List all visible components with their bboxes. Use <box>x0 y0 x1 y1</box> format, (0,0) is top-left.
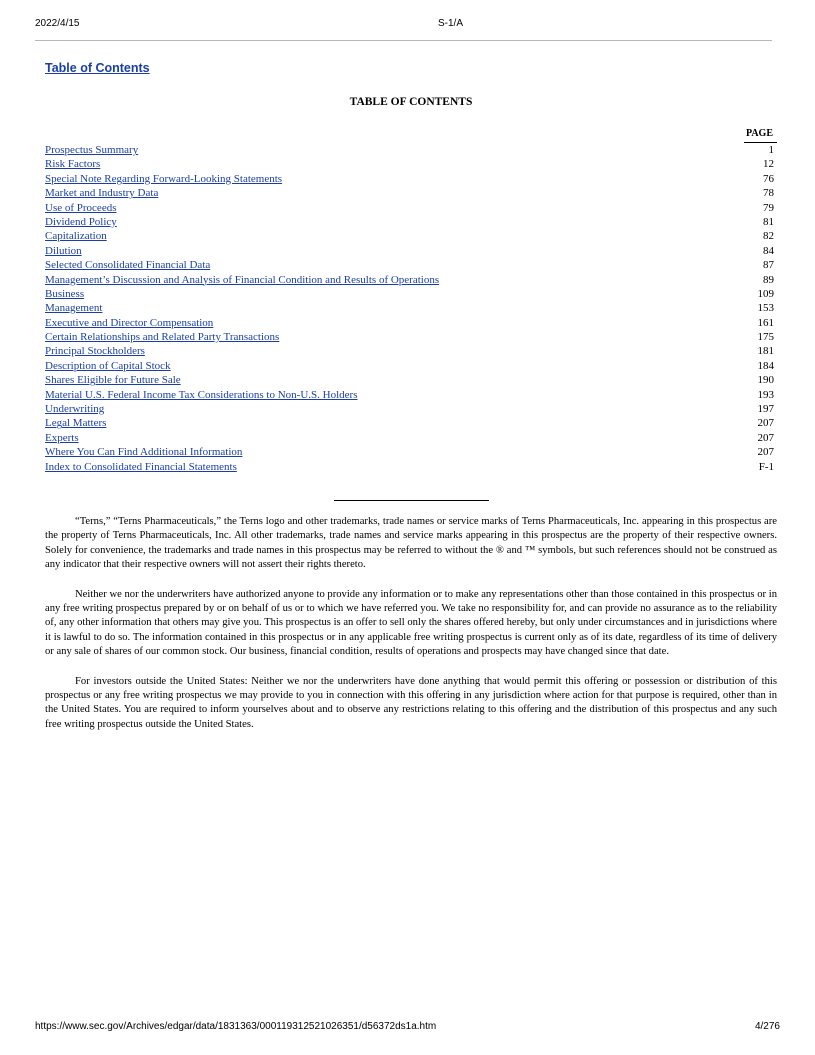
toc-row <box>45 445 777 459</box>
toc-entry-page: 79 <box>763 201 774 214</box>
toc-heading: TABLE OF CONTENTS <box>349 96 473 108</box>
source-url: https://www.sec.gov/Archives/edgar/data/1831363/000119312521026351/d56372ds1a.htm <box>35 1021 437 1032</box>
toc-row <box>45 201 777 215</box>
toc-entry-link[interactable]: Use of Proceeds <box>45 201 117 214</box>
table-of-contents-link[interactable]: Table of Contents <box>45 61 150 75</box>
toc-entry-link[interactable]: Management <box>45 302 103 315</box>
toc-entry-link[interactable]: Business <box>45 287 85 300</box>
toc-row <box>45 316 777 330</box>
toc-entry-link[interactable]: Risk Factors <box>45 158 101 171</box>
toc-row <box>45 273 777 287</box>
toc-entry-page: 153 <box>757 302 774 315</box>
toc-entry-link[interactable]: Capitalization <box>45 230 107 243</box>
print-date: 2022/4/15 <box>35 18 80 29</box>
toc-row <box>45 172 777 186</box>
toc-row <box>45 373 777 387</box>
toc-row <box>45 157 777 171</box>
toc-entry-link[interactable]: Principal Stockholders <box>45 345 145 358</box>
toc-entry-link[interactable]: Underwriting <box>45 403 105 416</box>
toc-entry-link[interactable]: Legal Matters <box>45 417 107 430</box>
toc-row <box>45 215 777 229</box>
toc-row <box>45 258 777 272</box>
toc-entry-link[interactable]: Experts <box>45 431 79 444</box>
toc-row <box>45 287 777 301</box>
toc-row <box>45 388 777 402</box>
toc-entry-link[interactable]: Certain Relationships and Related Party Transactions <box>45 331 280 344</box>
section-divider <box>334 500 489 501</box>
toc-entry-page: 161 <box>757 316 774 329</box>
body-text <box>45 515 777 747</box>
toc-entry-page: 78 <box>763 187 774 200</box>
toc-entry-page: 84 <box>763 244 774 257</box>
toc-row <box>45 359 777 373</box>
authorization-paragraph: Neither we nor the underwriters have authorized anyone to provide any information or to make any representations other than those contained in this prospectus or in any free writing prospectus prepared by or on behalf of us or to which we have referred you. We take no responsibility for, and can provide no assurance as to the reliability of, any other information that others may give you. This prospectus is an offer to sell only the shares offered hereby, but only under circumstances and in jurisdictions where it is lawful to do so. The information contained in this prospectus or in any applicable free writing prospectus is current only as of its date, regardless of its time of delivery or any sale of shares of our common stock. Our business, financial condition, results of operations and prospects may have changed since that date. <box>45 588 777 658</box>
page-column-label: PAGE <box>745 128 773 139</box>
toc-row <box>45 416 777 430</box>
toc-rows <box>45 143 777 474</box>
toc-row <box>45 143 777 157</box>
form-type: S-1/A <box>438 18 464 29</box>
toc-row <box>45 330 777 344</box>
toc-row <box>45 460 777 474</box>
toc-entry-page: 181 <box>757 345 774 358</box>
toc-entry-page: 175 <box>757 331 774 344</box>
toc-entry-link[interactable]: Shares Eligible for Future Sale <box>45 374 181 387</box>
toc-entry-link[interactable]: Where You Can Find Additional Information <box>45 446 243 459</box>
toc-entry-link[interactable]: Market and Industry Data <box>45 187 159 200</box>
toc-entry-link[interactable]: Executive and Director Compensation <box>45 316 214 329</box>
toc-entry-page: 207 <box>757 431 774 444</box>
toc-row <box>45 344 777 358</box>
foreign-investors-paragraph: For investors outside the United States: Neither we nor the underwriters have done anything that would permit this offering or possession or distribution of this prospectus or any free writing prospectus we may provide to you in connection with this offering in any jurisdiction where action for that purpose is required, other than in the United States. You are required to inform yourselves about and to observe any restrictions relating to this offering and the distribution of this prospectus and any such free writing prospectus outside the United States. <box>45 675 777 730</box>
toc-entry-link[interactable]: Description of Capital Stock <box>45 359 171 372</box>
toc-entry-page: F-1 <box>758 460 774 473</box>
toc-entry-page: 1 <box>768 144 774 156</box>
toc-entry-page: 197 <box>757 403 774 416</box>
toc-entry-page: 109 <box>757 287 774 300</box>
toc-row <box>45 186 777 200</box>
trademark-paragraph: “Terns,” “Terns Pharmaceuticals,” the Terns logo and other trademarks, trade names or service marks of Terns Pharmaceuticals, Inc. appearing in this prospectus are the property of Terns Pharmaceuticals, Inc. All other trademarks, trade names and service marks appearing in this prospectus are the property of their respective owners. Solely for convenience, the trademarks and trade names in this prospectus may be referred to without the ® and ™ symbols, but such references should not be construed as any indicator that their respective owners will not assert their rights thereto. <box>45 516 777 571</box>
toc-entry-link[interactable]: Prospectus Summary <box>45 144 139 156</box>
toc-entry-page: 87 <box>763 259 774 272</box>
toc-entry-link[interactable]: Selected Consolidated Financial Data <box>45 259 211 272</box>
toc-row <box>45 402 777 416</box>
toc-entry-page: 207 <box>757 446 774 459</box>
toc-row <box>45 431 777 445</box>
toc-row <box>45 244 777 258</box>
toc-entry-link[interactable]: Dilution <box>45 244 82 257</box>
toc-entry-page: 76 <box>763 172 774 185</box>
toc-entry-page: 207 <box>757 417 774 430</box>
toc-entry-link[interactable]: Material U.S. Federal Income Tax Considerations to Non-U.S. Holders <box>45 388 358 401</box>
toc-entry-link[interactable]: Special Note Regarding Forward-Looking Statements <box>45 172 283 185</box>
toc-entry-page: 82 <box>763 230 774 243</box>
toc-row <box>45 229 777 243</box>
page-counter: 4/276 <box>754 1021 780 1032</box>
toc-entry-link[interactable]: Management’s Discussion and Analysis of Financial Condition and Results of Operations <box>45 273 440 286</box>
toc-entry-page: 89 <box>763 273 774 286</box>
print-footer <box>35 1021 780 1035</box>
toc-entry-link[interactable]: Index to Consolidated Financial Statements <box>45 460 237 473</box>
toc-entry-page: 12 <box>763 158 774 171</box>
toc-entry-link[interactable]: Dividend Policy <box>45 215 117 228</box>
print-header <box>35 16 772 41</box>
toc-entry-page: 184 <box>757 359 774 372</box>
toc-entry-page: 190 <box>757 374 774 387</box>
toc-row <box>45 301 777 315</box>
toc-entry-page: 81 <box>763 215 774 228</box>
toc-entry-page: 193 <box>757 388 774 401</box>
